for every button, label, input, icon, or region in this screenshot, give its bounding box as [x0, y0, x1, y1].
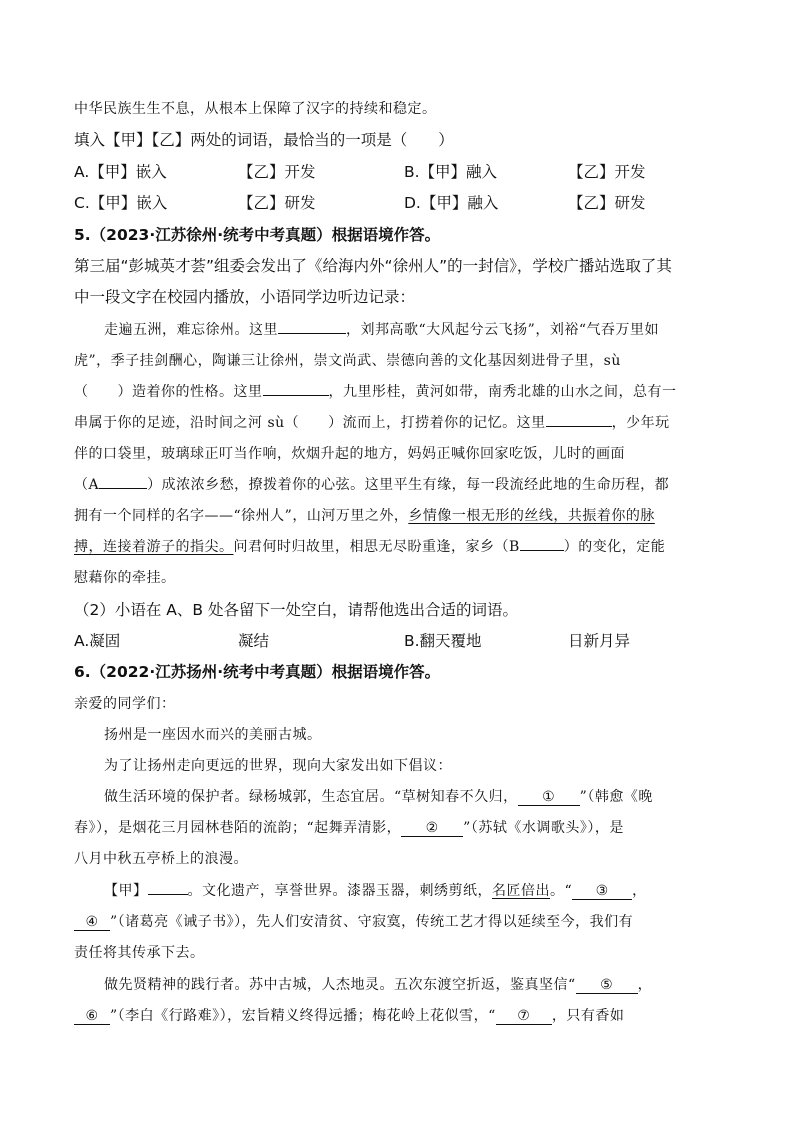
q5-blank-a	[99, 474, 147, 489]
q4-option-c-right: 【乙】研发	[238, 194, 316, 212]
q6-s10b-text: ，只有香如	[551, 1008, 625, 1024]
q6-underlined-word: 名匠倍出	[492, 883, 550, 899]
q5-passage-line1	[104, 319, 659, 339]
q6-line-6	[104, 880, 647, 900]
q6-heading: 6.（2022·江苏扬州·统考中考真题）根据语境作答。	[74, 663, 441, 681]
q6-s9a-text: 做先贤精神的践行者。苏中古城，人杰地灵。五次东渡空折返，鉴真坚信“	[104, 977, 576, 993]
q5-p4a-text: 串属于你的足迹，沿时间之河 sù（ ）流而上，打捞着你的记忆。这里	[74, 415, 546, 431]
q6-s6d-text: ，	[632, 883, 647, 899]
q6-blank-7: ⑦	[496, 1008, 552, 1025]
q5-passage-line8	[74, 536, 665, 556]
q6-blank-3: ③	[572, 883, 632, 900]
q6-sentence-1: 扬州是一座因水而兴的美丽古城。	[104, 727, 322, 743]
q6-greeting: 亲爱的同学们：	[74, 696, 176, 712]
q6-s4b-text: ”（苏轼《水调歌头》），是	[463, 820, 624, 836]
q4-option-d-right: 【乙】研发	[568, 194, 646, 212]
q6-line-4	[74, 817, 624, 837]
q5-p1-text: 走遍五洲，难忘徐州。这里	[104, 322, 278, 338]
q5-blank-3	[546, 412, 612, 427]
q6-s6b-text: 。文化遗产，享誉世界。漆器玉器，刺绣剪纸，	[187, 883, 492, 899]
q5-subquestion-2: （2）小语在 A、B 处各留下一处空白，请帮他选出合适的词语。	[74, 601, 518, 619]
q6-line-9	[104, 974, 652, 994]
q6-s3a-text: 做生活环境的保护者。绿杨城郭，生态宜居。“草树知春不久归，	[104, 789, 518, 805]
q6-s10-text: ”（李白《行路难》），宏旨精义终得远播；梅花岭上花似雪，“	[110, 1008, 496, 1024]
q4-option-b-left: B.【甲】融入	[404, 163, 498, 181]
q5-p6b-text: ）成浓浓乡愁，撩拨着你的心弦。这里平生有缘，每一段流经此地的生命历程，都	[147, 477, 670, 493]
q5-passage-line9: 慰藉你的牵挂。	[74, 570, 176, 586]
q6-s3b-text: ”（韩愈《晚	[579, 789, 653, 805]
q6-line-10	[74, 1005, 624, 1025]
q5-passage-line3	[74, 381, 677, 401]
q5-passage-line7	[74, 505, 655, 525]
q5-p4b-text: ，少年玩	[611, 415, 670, 431]
q5-p3b-text: ，九里彤桂，黄河如带，南秀北雄的山水之间，总有一	[328, 384, 677, 400]
q6-blank-6: ⑥	[74, 1008, 110, 1025]
q5-p3a-text: （ ）造着你的性格。这里	[74, 384, 263, 400]
q5-p8b-text: 问君何时归故里，相思无尽盼重逢，家乡（B	[233, 539, 520, 555]
q5-blank-1	[278, 319, 346, 334]
q6-blank-4: ④	[74, 914, 110, 931]
q5-p7a-text: 拥有一个同样的名字——“徐州人”，山河万里之外，	[74, 508, 409, 524]
q5-option-b2: 日新月异	[568, 632, 631, 650]
q5-passage-line4	[74, 412, 670, 432]
q5-passage-line5: 伴的口袋里，玻璃球正叮当作响，炊烟升起的地方，妈妈正喊你回家吃饭，儿时的画面	[74, 446, 625, 462]
q5-heading: 5.（2023·江苏徐州·统考中考真题）根据语境作答。	[74, 226, 441, 244]
q4-stem: 填入【甲】【乙】两处的词语，最恰当的一项是（ ）	[74, 131, 454, 149]
q6-blank-2: ②	[401, 820, 463, 837]
q5-p6a-text: （A	[74, 477, 100, 493]
q4-option-a-right: 【乙】开发	[238, 163, 316, 181]
q6-s7-text: ”（诸葛亮《诫子书》），先人们安清贫、守寂寞，传统工艺才得以延续至今，我们有	[110, 914, 634, 930]
q5-intro-line1: 第三届“彭城英才荟”组委会发出了《给海内外“徐州人”的一封信》，学校广播站选取了其	[74, 257, 672, 275]
q5-blank-b	[520, 536, 564, 551]
q5-underlined-sentence-part2: 搏，连接着游子的指尖。	[74, 539, 234, 555]
q6-line-3	[104, 786, 653, 806]
q5-option-a1: A.凝固	[74, 632, 121, 650]
q4-option-a-left: A.【甲】嵌入	[74, 163, 167, 181]
q5-p8c-text: ）的变化，定能	[563, 539, 666, 555]
q6-s6a-text: 【甲】	[104, 883, 148, 899]
q6-s6c-text: 。“	[550, 883, 573, 899]
q6-blank-5: ⑤	[576, 977, 638, 994]
q6-blank-1: ①	[518, 789, 580, 806]
q6-s9b-text: ，	[637, 977, 653, 993]
q5-passage-line2: 虎”，季子挂剑酬心，陶谦三让徐州，崇文尚武、崇德向善的文化基因刻进骨子里，sù	[74, 353, 621, 369]
q5-blank-2	[263, 381, 329, 396]
q4-option-d-left: D.【甲】融入	[404, 194, 499, 212]
q4-option-c-left: C.【甲】嵌入	[74, 194, 168, 212]
q6-blank-jia	[148, 880, 188, 895]
q6-sentence-2: 为了让扬州走向更远的世界，现向大家发出如下倡议：	[104, 758, 452, 774]
q5-underlined-sentence-part1: 乡情像一根无形的丝线，共振着你的脉	[408, 508, 655, 524]
q5-p1b-text: ，刘邦高歌“大风起兮云飞扬”，刘裕“气吞万里如	[346, 322, 659, 338]
q5-passage-line6	[74, 474, 669, 494]
q6-line-8: 责任将其传承下去。	[74, 945, 205, 961]
q6-line-7	[74, 911, 633, 931]
q5-intro-line2: 中一段文字在校园内播放，小语同学边听边记录：	[74, 288, 416, 306]
q6-s4a-text: 春》），是烟花三月园林巷陌的流韵；“起舞弄清影，	[74, 820, 402, 836]
q5-option-b1: B.翻天覆地	[404, 632, 482, 650]
q4-option-b-right: 【乙】开发	[568, 163, 646, 181]
q4-tail-text: 中华民族生生不息，从根本上保障了汉字的持续和稳定。	[74, 101, 437, 117]
q5-option-a2: 凝结	[238, 632, 270, 650]
q6-line-5: 八月中秋五亭桥上的浪漫。	[74, 851, 248, 867]
